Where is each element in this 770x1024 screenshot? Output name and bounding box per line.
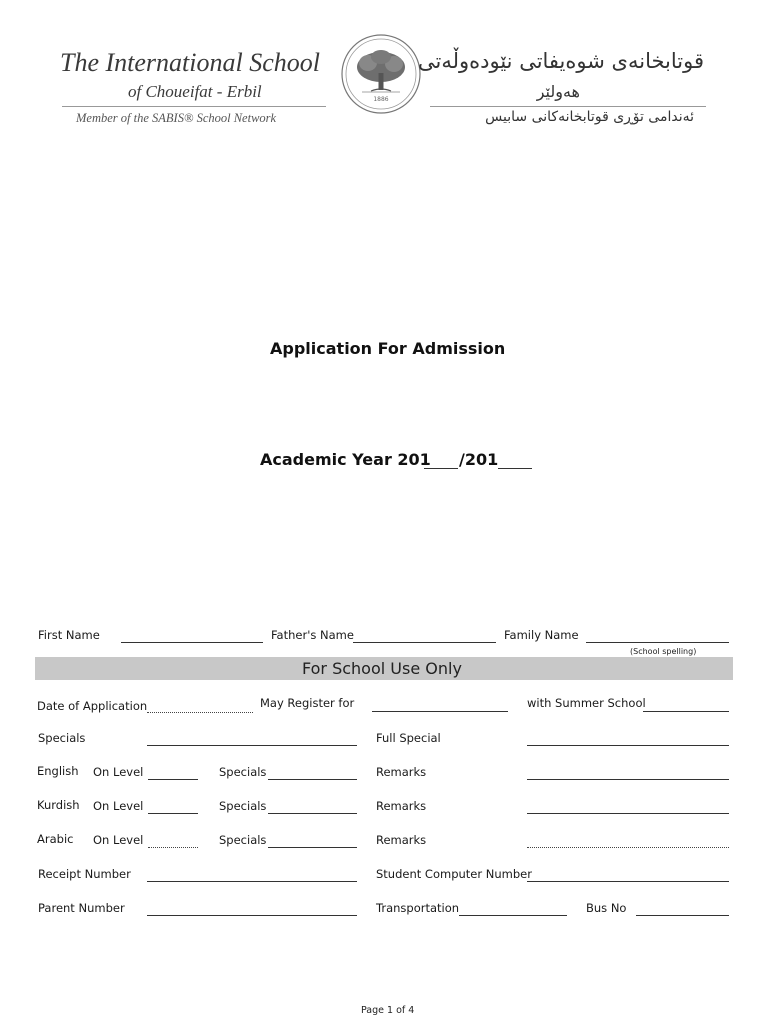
- kurdish-label: Kurdish: [37, 798, 80, 812]
- fathers-name-field[interactable]: [353, 642, 496, 643]
- arabic-specials-label: Specials: [219, 833, 267, 847]
- english-specials-field[interactable]: [268, 779, 357, 780]
- academic-year-sep: /201: [459, 450, 499, 469]
- school-name-ku: قوتابخانەی شوەیفاتی نێودەوڵەتی: [417, 49, 704, 73]
- with-summer-school-label: with Summer School: [527, 696, 646, 710]
- academic-year-prefix: Academic Year 201: [260, 450, 431, 469]
- date-of-application-label: Date of Application: [37, 699, 148, 713]
- specials-field[interactable]: [147, 745, 357, 746]
- school-use-banner-text: For School Use Only: [302, 659, 462, 678]
- kurdish-on-level-field[interactable]: [148, 813, 198, 814]
- date-of-application-field[interactable]: [147, 712, 253, 713]
- may-register-for-field[interactable]: [372, 711, 508, 712]
- receipt-number-label: Receipt Number: [38, 867, 131, 881]
- arabic-on-level-label: On Level: [93, 833, 144, 847]
- family-name-label: Family Name: [504, 628, 579, 642]
- kurdish-specials-label: Specials: [219, 799, 267, 813]
- academic-year-label: [260, 450, 431, 469]
- english-on-level-label: On Level: [93, 765, 144, 779]
- full-special-field[interactable]: [527, 745, 729, 746]
- page-number: Page 1 of 4: [361, 1005, 415, 1016]
- school-spelling-note: (School spelling): [630, 647, 697, 656]
- bus-no-label: Bus No: [586, 901, 627, 915]
- student-computer-number-label: Student Computer Number: [376, 867, 532, 881]
- english-specials-label: Specials: [219, 765, 267, 779]
- specials-label: Specials: [38, 731, 86, 745]
- english-label: English: [37, 764, 79, 778]
- family-name-field[interactable]: [586, 642, 729, 643]
- with-summer-school-field[interactable]: [643, 711, 729, 712]
- english-remarks-field[interactable]: [527, 779, 729, 780]
- fathers-name-label: Father's Name: [271, 628, 354, 642]
- arabic-specials-field[interactable]: [268, 847, 357, 848]
- logo-year: 1886: [373, 96, 389, 103]
- kurdish-remarks-field[interactable]: [527, 813, 729, 814]
- arabic-on-level-field[interactable]: [148, 847, 198, 848]
- may-register-for-label: May Register for: [260, 696, 355, 710]
- arabic-label: Arabic: [37, 832, 74, 846]
- kurdish-remarks-label: Remarks: [376, 799, 427, 813]
- full-special-label: Full Special: [376, 731, 441, 745]
- header-rule-right: [430, 106, 706, 107]
- arabic-remarks-label: Remarks: [376, 833, 427, 847]
- first-name-field[interactable]: [121, 642, 263, 643]
- transportation-label: Transportation: [376, 901, 460, 915]
- kurdish-specials-field[interactable]: [268, 813, 357, 814]
- parent-number-label: Parent Number: [38, 901, 125, 915]
- school-name-en: The International School: [60, 48, 320, 77]
- page-title: Application For Admission: [270, 339, 506, 358]
- year-start-field[interactable]: [424, 468, 458, 469]
- first-name-label: First Name: [38, 628, 100, 642]
- student-computer-number-field[interactable]: [527, 881, 729, 882]
- bus-no-field[interactable]: [636, 915, 729, 916]
- school-sub-en: of Choueifat - Erbil: [128, 82, 262, 101]
- member-network-ku: ئەندامی تۆڕی قوتابخانەکانی سابیس: [485, 109, 694, 125]
- transportation-field[interactable]: [459, 915, 567, 916]
- year-end-field[interactable]: [498, 468, 532, 469]
- member-network-en: Member of the SABIS® School Network: [76, 111, 277, 125]
- arabic-remarks-field[interactable]: [527, 847, 729, 848]
- english-remarks-label: Remarks: [376, 765, 427, 779]
- receipt-number-field[interactable]: [147, 881, 357, 882]
- parent-number-field[interactable]: [147, 915, 357, 916]
- header-rule-left: [62, 106, 326, 107]
- english-on-level-field[interactable]: [148, 779, 198, 780]
- kurdish-on-level-label: On Level: [93, 799, 144, 813]
- school-seal-logo: [340, 33, 422, 115]
- city-ku: هەولێر: [536, 82, 580, 101]
